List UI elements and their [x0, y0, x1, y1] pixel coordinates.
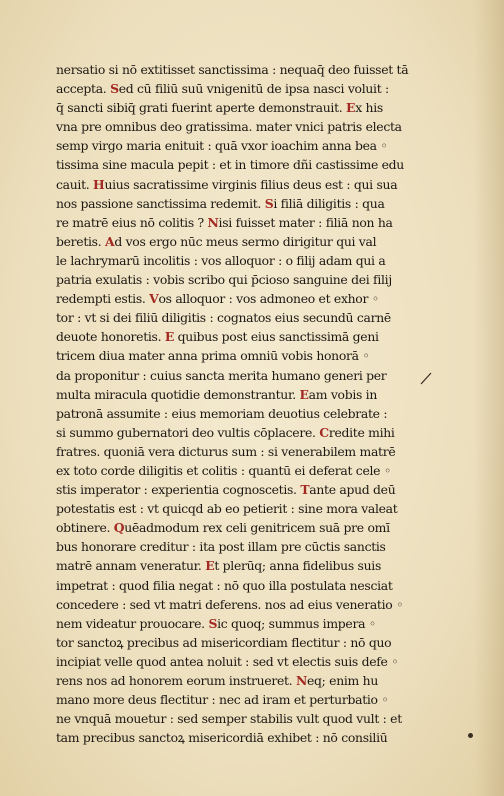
text-line: concedere : sed vt matri deferens. nos ad eius veneratio ◦	[56, 596, 404, 612]
text-line: re matrē eius nō colitis ? Nisi fuisset mater : filiā non ha	[56, 214, 393, 230]
text-line: bus honorare creditur : ita post illam pre cūctis sanctis	[56, 539, 386, 555]
text-line: q̄ sancti sibiq̄ grati fuerint aperte demonstrauit. Ex his	[56, 100, 383, 116]
text-line: tam precibus sanctoꝝ misericordiā exhibet : nō consiliū	[56, 730, 388, 746]
rubricated-initial: V	[149, 291, 159, 307]
text-line: cauit. Huius sacratissime virginis filius deus est : qui sua	[56, 176, 398, 192]
text-line: semp virgo maria enituit : quā vxor ioachim anna bea ◦	[56, 138, 388, 154]
text-line: tor : vt si dei filiū diligitis : cognatos eius secundū carnē	[56, 310, 391, 326]
marginal-pen-mark	[419, 371, 433, 385]
rubricated-initial: A	[105, 233, 115, 249]
text-line: multa miracula quotidie demonstrantur. Eam vobis in	[56, 386, 378, 402]
text-line: vna pre omnibus deo gratissima. mater vnici patris electa	[56, 119, 402, 135]
rubricated-initial: E	[299, 386, 309, 402]
text-line: nem videatur prouocare. Sic quoq; summus impera ◦	[56, 615, 376, 631]
text-line: fratres. quoniā vera dicturus sum : si venerabilem matrē	[56, 443, 396, 459]
rubricated-initial: S	[110, 81, 119, 97]
page-edge-shadow	[474, 0, 504, 796]
text-line: patronā assumite : eius memoriam deuotius celebrate :	[56, 405, 388, 421]
text-line: mano more deus flectitur : nec ad iram et perturbatio ◦	[56, 692, 389, 708]
text-line: accepta. Sed cū filiū suū vnigenitū de ipsa nasci voluit :	[56, 81, 389, 97]
rubricated-initial: N	[295, 673, 307, 688]
text-line: ex toto corde diligitis et colitis : quantū ei deferat cele ◦	[56, 462, 391, 478]
rubricated-initial: S	[208, 615, 218, 631]
text-line: le lachrymarū incolitis : vos alloquor : o filij adam qui a	[56, 252, 386, 268]
text-line: incipiat velle quod antea noluit : sed vt electis suis defe ◦	[56, 653, 399, 669]
text-line: impetrat : quod filia negat : nō quo illa postulata nesciat	[56, 577, 393, 593]
text-line: patria exulatis : vobis scribo qui p̄cioso sanguine dei filij	[56, 272, 392, 288]
text-line: stis imperator : experientia cognoscetis. Tante apud deū	[56, 482, 396, 498]
text-line: rens nos ad honorem eorum instrueret. Neq; enim hu	[56, 673, 379, 688]
text-line: da proponitur : cuius sancta merita humano generi per	[56, 367, 387, 383]
text-column	[56, 60, 426, 747]
text-line: redempti estis. Vos alloquor : vos admoneo et exhor ◦	[56, 291, 379, 307]
text-line: obtinere. Quēadmodum rex celi genitricem suā pre omī	[56, 520, 390, 536]
rubricated-initial: S	[264, 195, 274, 211]
rubricated-initial: E	[205, 558, 215, 574]
text-line: beretis. Ad vos ergo nūc meus sermo dirigitur qui val	[56, 233, 377, 249]
text-line: si summo gubernatori deo vultis cōplacere. Credite mihi	[56, 424, 395, 440]
rubricated-initial: C	[319, 424, 329, 440]
text-line: tricem diua mater anna prima omniū vobis honorā ◦	[56, 348, 370, 364]
text-line: nos passione sanctissima redemit. Si filiā diligitis : qua	[56, 195, 385, 211]
text-line: matrē annam veneratur. Et plerūq; anna fidelibus suis	[56, 558, 382, 574]
rubricated-initial: T	[300, 482, 310, 498]
text-line: deuote honoretis. E quibus post eius sanctissimā geni	[56, 329, 379, 345]
text-line: nersatio si nō extitisset sanctissima : nequaq̄ deo fuisset tā	[56, 62, 409, 77]
rubricated-initial: E	[346, 100, 356, 116]
text-line: ne vnquā mouetur : sed semper stabilis vult quod vult : et	[56, 711, 402, 727]
ink-dot-mark	[468, 733, 473, 738]
text-line: potestatis est : vt quicqd ab eo petierit : sine mora valeat	[56, 501, 398, 517]
text-line: tissima sine macula pepit : et in timore dñi castissime edu	[56, 157, 404, 173]
rubricated-initial: N	[207, 214, 219, 230]
text-line: tor sanctoꝝ precibus ad misericordiam flectitur : nō quo	[56, 634, 392, 650]
rubricated-initial: Q	[113, 520, 125, 536]
rubricated-initial: E	[164, 329, 175, 345]
rubricated-initial: H	[93, 176, 105, 192]
